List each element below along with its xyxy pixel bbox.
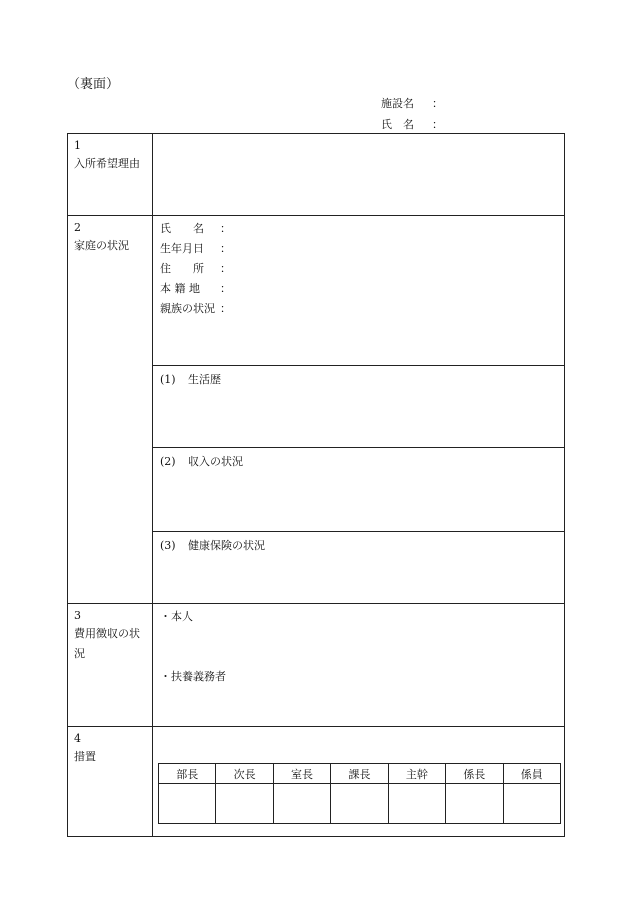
facility-name-separator: ： (432, 97, 443, 110)
subsection-income (160, 453, 243, 469)
field-address-label: 住 所 (160, 262, 204, 275)
subsection-label: 生活歴 (188, 373, 221, 386)
subsection-life-history (160, 371, 221, 387)
field-name-sep: ： (220, 222, 231, 235)
page-heading: （裏面） (67, 77, 120, 92)
stamp-box (446, 784, 503, 824)
row-divider (68, 603, 564, 604)
field-birthdate-sep: ： (220, 242, 231, 255)
section-1-title: 入所希望理由 (74, 157, 140, 170)
approver-header: 課長 (331, 764, 388, 784)
row-divider (152, 531, 564, 532)
row-divider (68, 215, 564, 216)
approver-header: 係長 (446, 764, 503, 784)
subsection-label: 収入の状況 (188, 455, 243, 468)
form-table (67, 133, 565, 837)
field-name-label: 氏 名 (160, 222, 204, 235)
field-domicile-label: 本 籍 地 (160, 282, 200, 295)
field-relatives-sep: ： (220, 302, 231, 315)
section-4-title: 措置 (74, 750, 96, 763)
stamp-box (273, 784, 330, 824)
section-4-number: 4 (74, 732, 81, 745)
section-1-number: 1 (74, 139, 81, 152)
section-2-number: 2 (74, 221, 81, 234)
field-birthdate-label: 生年月日 (160, 242, 204, 255)
section-2-title: 家庭の状況 (74, 239, 129, 252)
field-address-sep: ： (220, 262, 231, 275)
person-name-separator: ： (432, 118, 443, 131)
subsection-number: (2) (160, 455, 176, 468)
stamp-box (388, 784, 445, 824)
section-3-title: 費用徴収の状況 (74, 627, 140, 660)
stamp-box (503, 784, 560, 824)
stamp-box (331, 784, 388, 824)
row-divider (152, 365, 564, 366)
approver-header: 室長 (273, 764, 330, 784)
column-divider (152, 134, 153, 836)
approver-header: 主幹 (388, 764, 445, 784)
field-domicile-sep: ： (220, 282, 231, 295)
row-divider (68, 726, 564, 727)
subsection-health-insurance (160, 537, 265, 553)
person-name-label: 氏 名 (381, 118, 414, 131)
approver-header: 係員 (503, 764, 560, 784)
cost-item-self: ・本人 (160, 610, 193, 623)
approver-header: 部長 (159, 764, 216, 784)
subsection-number: (1) (160, 373, 176, 386)
row-divider (152, 447, 564, 448)
approver-header: 次長 (216, 764, 273, 784)
approval-stamp-table (158, 763, 561, 824)
subsection-label: 健康保険の状況 (188, 539, 265, 552)
stamp-box (216, 784, 273, 824)
facility-name-label: 施設名 (381, 97, 414, 110)
section-3-number: 3 (74, 609, 81, 622)
stamp-box (159, 784, 216, 824)
field-relatives-label: 親族の状況 (160, 302, 215, 315)
cost-item-dependents: ・扶養義務者 (160, 670, 226, 683)
subsection-number: (3) (160, 539, 176, 552)
